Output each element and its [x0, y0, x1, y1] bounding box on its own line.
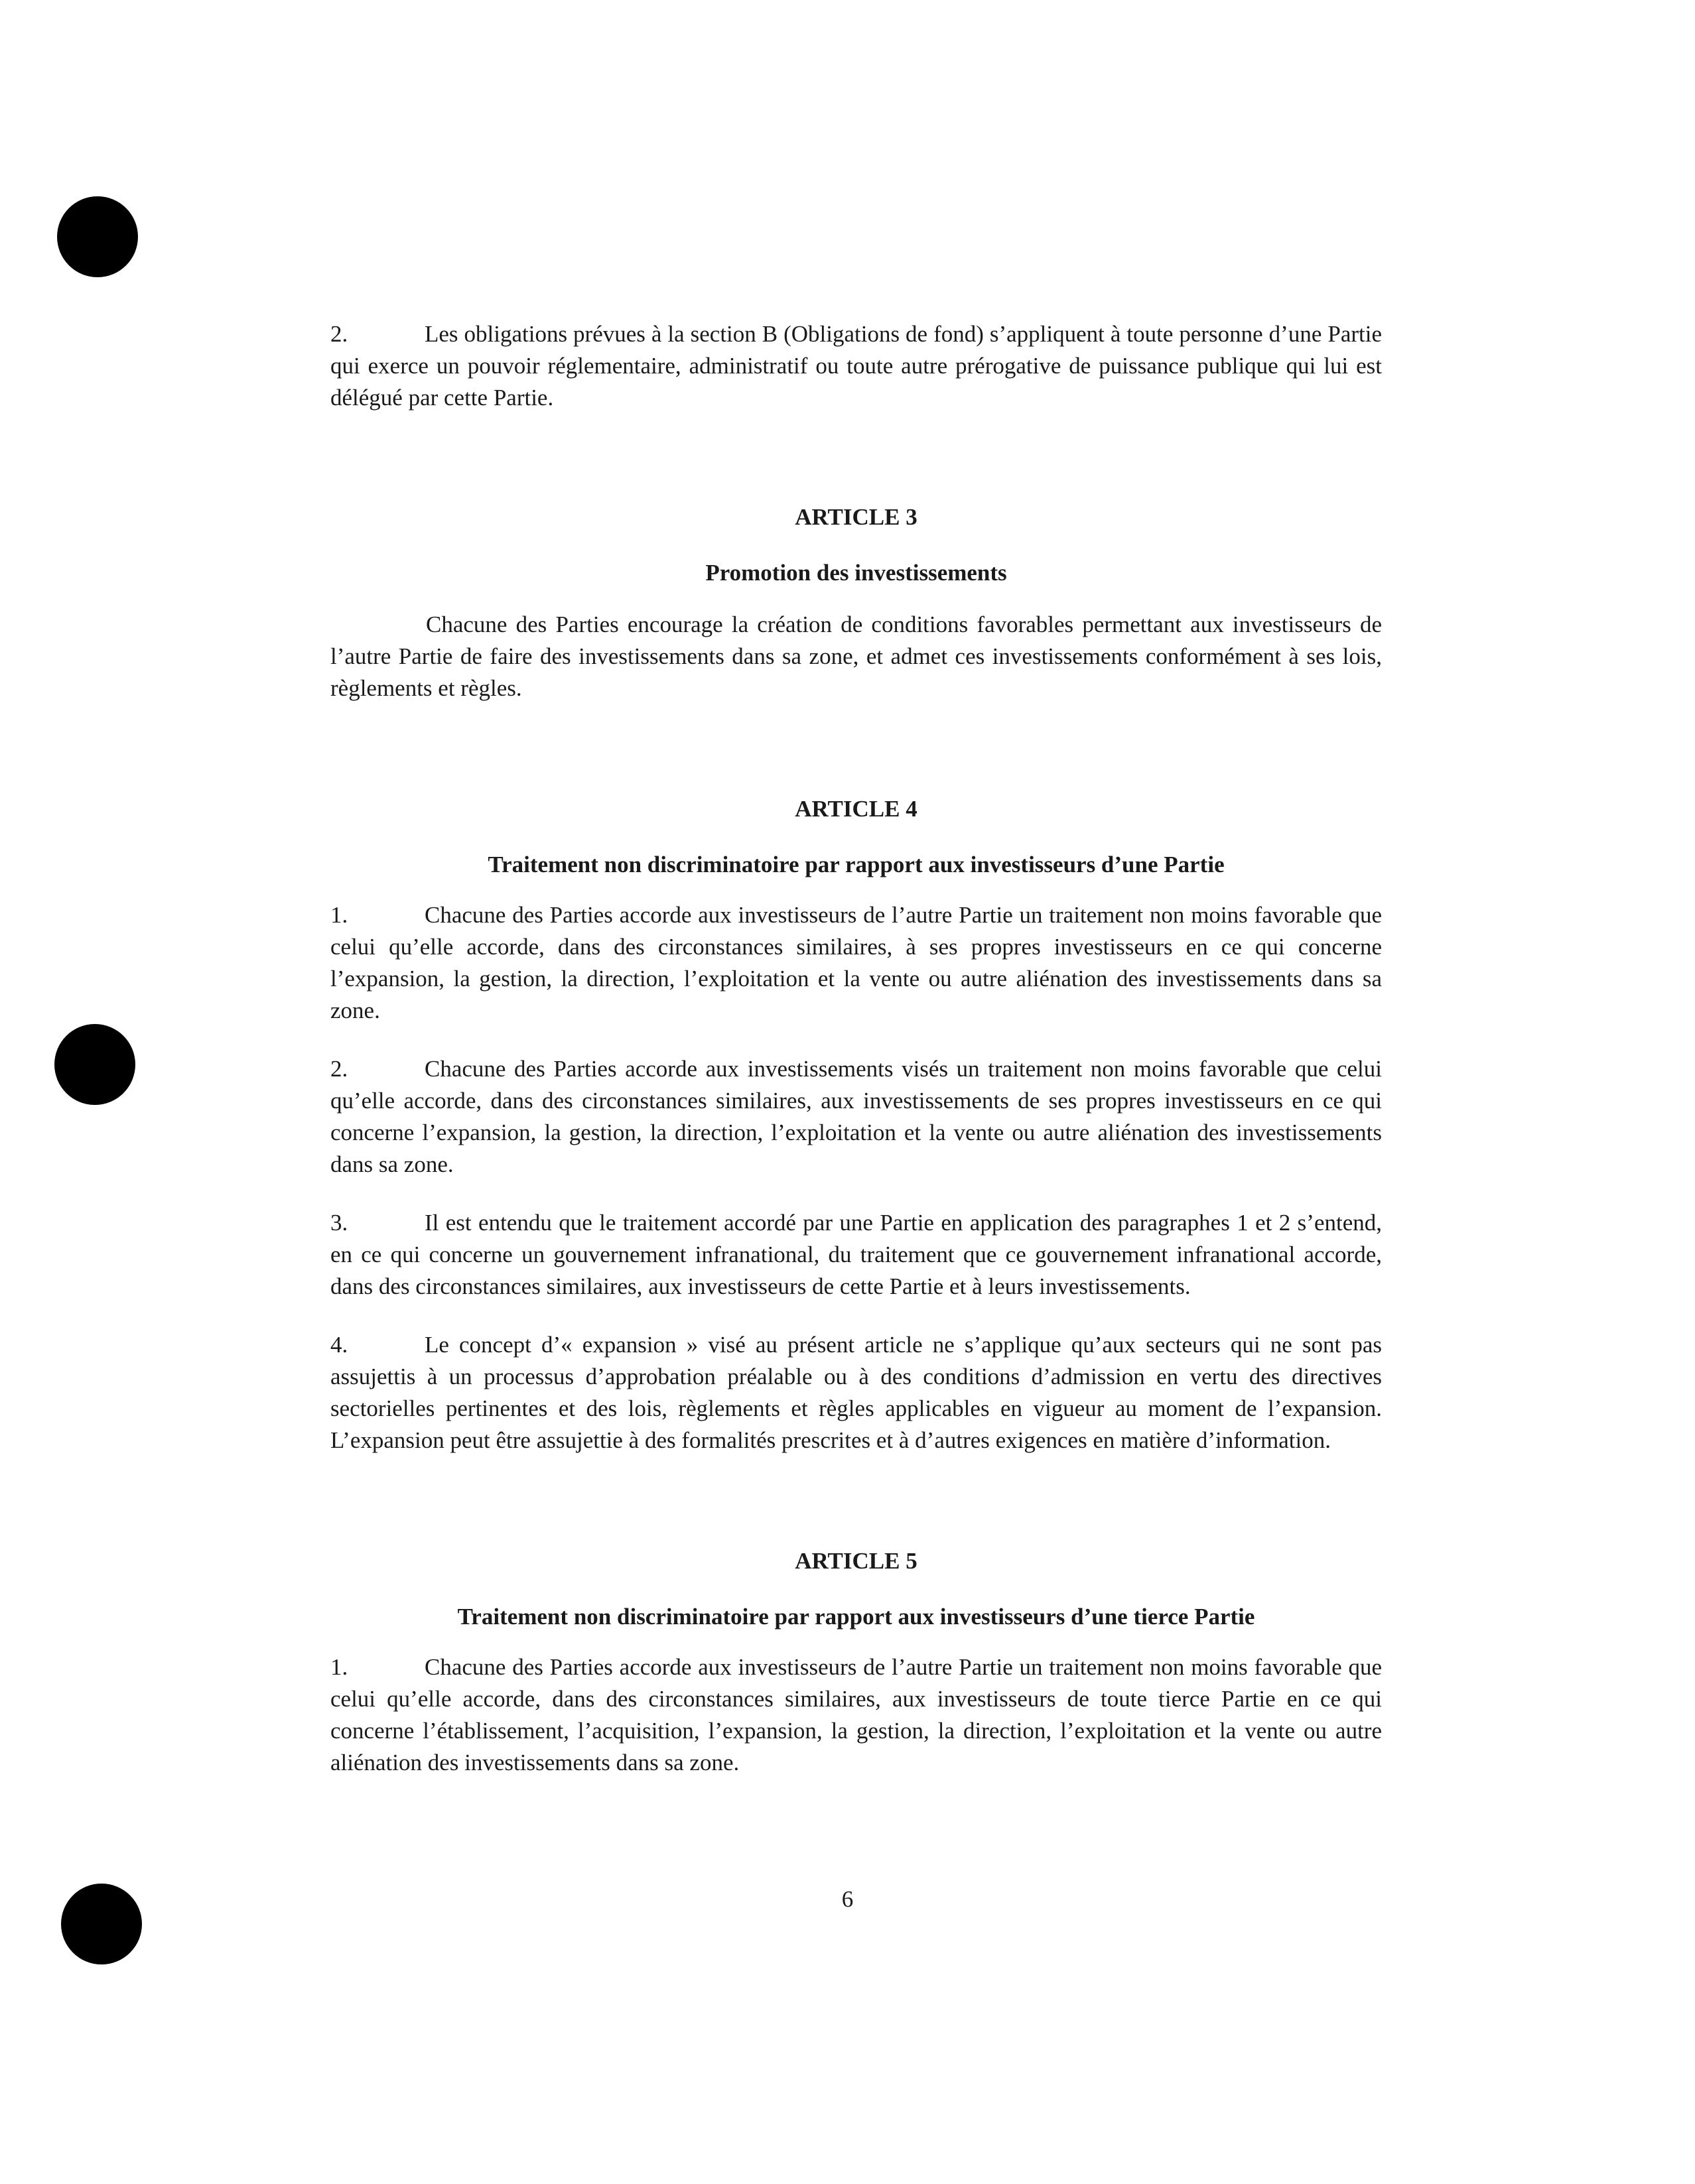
- paragraph-text: Chacune des Parties accorde aux investissements visés un traitement non moins favorable que celui qu’elle accorde, dans des circonstances similaires, aux investissements de ses propres investisseurs en ce qui concerne l’expansion, la gestion, la direction, l’exploitation et la vente ou autre aliénation des investissements dans sa zone.: [330, 1056, 1382, 1177]
- paragraph-text: Chacune des Parties accorde aux investisseurs de l’autre Partie un traitement non moins favorable que celui qu’elle accorde, dans des circonstances similaires, à ses propres investisseurs en ce qui concerne l’expansion, la gestion, la direction, l’exploitation et la vente ou autre aliénation des investissements dans sa zone.: [330, 902, 1382, 1023]
- punch-hole-middle: [54, 1024, 135, 1105]
- paragraph-number: 1.: [330, 902, 348, 928]
- paragraph-number: 4.: [330, 1332, 348, 1358]
- article-5-paragraph-1: [330, 1651, 1382, 1779]
- page-number: 6: [841, 1886, 854, 1912]
- paragraph-text: Les obligations prévues à la section B (Obligations de fond) s’appliquent à toute personne d’une Partie qui exerce un pouvoir réglementaire, administratif ou toute autre prérogative de puissance publique qui lui est délégué par cette Partie.: [330, 321, 1382, 411]
- article-4-paragraph-4: [330, 1329, 1382, 1456]
- article-5: [330, 1545, 1382, 1779]
- article-5-subtitle: Traitement non discriminatoire par rapport aux investisseurs d’une tierce Partie: [457, 1604, 1255, 1630]
- document-page: [330, 318, 1382, 1779]
- article-4-subtitle: Traitement non discriminatoire par rapport aux investisseurs d’une Partie: [488, 852, 1225, 877]
- paragraph-number: 2.: [330, 1056, 348, 1082]
- article-4-paragraph-3: [330, 1207, 1382, 1303]
- paragraph-text: Chacune des Parties accorde aux investisseurs de l’autre Partie un traitement non moins favorable que celui qu’elle accorde, dans des circonstances similaires, aux investisseurs de toute tierce Partie en ce qui concerne l’établissement, l’acquisition, l’expansion, la gestion, la direction, l’exploitation et la vente ou autre aliénation des investissements dans sa zone.: [330, 1654, 1382, 1775]
- intro-paragraph: [330, 318, 1382, 414]
- article-4-title: ARTICLE 4: [795, 796, 917, 822]
- paragraph-number: 1.: [330, 1654, 348, 1680]
- article-3: [330, 501, 1382, 704]
- paragraph-number: 3.: [330, 1210, 348, 1236]
- paragraph-text: Le concept d’« expansion » visé au présent article ne s’applique qu’aux secteurs qui ne sont pas assujettis à un processus d’approbation préalable ou à des conditions d’admission en vertu des directives sectorielles pertinentes et des lois, règlements et règles applicables en vigueur au moment de l’expansion. L’expansion peut être assujettie à des formalités prescrites et à d’autres exigences en matière d’information.: [330, 1332, 1382, 1453]
- paragraph-number: 2.: [330, 321, 348, 347]
- paragraph-text: Il est entendu que le traitement accordé par une Partie en application des paragraphes 1 et 2 s’entend, en ce qui concerne un gouvernement infranational, du traitement que ce gouvernement infranational accorde, dans des circonstances similaires, aux investisseurs de cette Partie et à leurs investissements.: [330, 1210, 1382, 1299]
- article-3-subtitle: Promotion des investissements: [705, 560, 1007, 586]
- article-4-paragraph-2: [330, 1053, 1382, 1181]
- punch-hole-top: [57, 196, 138, 277]
- article-4: [330, 793, 1382, 1456]
- article-3-body: Chacune des Parties encourage la création de conditions favorables permettant aux investisseurs de l’autre Partie de faire des investissements dans sa zone, et admet ces investissements conformément à ses lois, règlements et règles.: [330, 611, 1382, 701]
- article-5-title: ARTICLE 5: [795, 1548, 917, 1574]
- article-4-paragraph-1: [330, 899, 1382, 1027]
- article-3-title: ARTICLE 3: [795, 504, 917, 530]
